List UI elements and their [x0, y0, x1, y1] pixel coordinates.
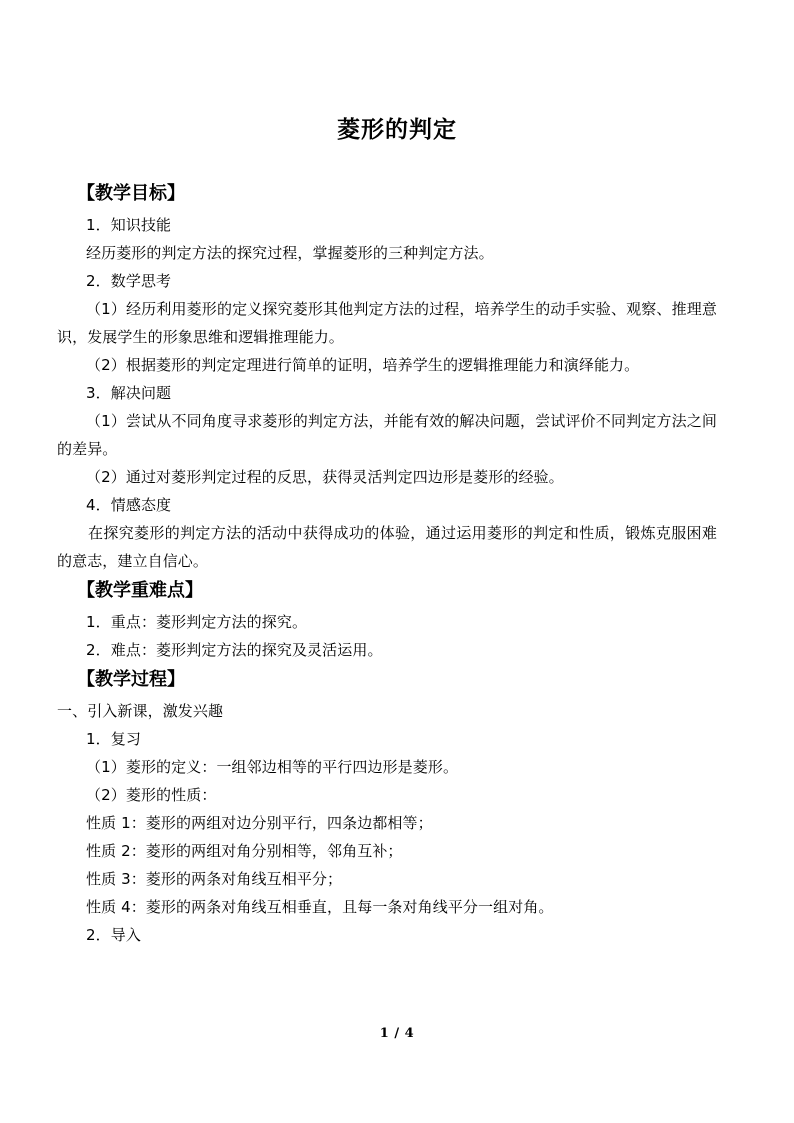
rhombus-properties-title: （2）菱形的性质： [86, 786, 217, 804]
key-point-item: 1．重点：菱形判定方法的探究。 [86, 613, 308, 631]
objective-item-1-body: 经历菱形的判定方法的探究过程，掌握菱形的三种判定方法。 [86, 244, 494, 262]
objective-item-3-title: 3．解决问题 [86, 384, 172, 402]
objective-item-1-title: 1．知识技能 [86, 216, 172, 234]
rhombus-property-4: 性质 4：菱形的两条对角线互相垂直，且每一条对角线平分一组对角。 [86, 898, 554, 916]
document-body [57, 178, 717, 949]
page-title: 菱形的判定 [337, 117, 457, 144]
rhombus-definition: （1）菱形的定义：一组邻边相等的平行四边形是菱形。 [86, 758, 459, 776]
objective-item-3-sub-1: （1）尝试从不同角度寻求菱形的判定方法，并能有效的解决问题，尝试评价不同判定方法之间的差异。 [57, 412, 717, 458]
objective-item-2-sub-2: （2）根据菱形的判定定理进行简单的证明，培养学生的逻辑推理能力和演绎能力。 [86, 356, 640, 374]
section-heading-teaching-objectives: 【教学目标】 [77, 183, 185, 204]
rhombus-property-3: 性质 3：菱形的两条对角线互相平分； [86, 870, 343, 888]
rhombus-property-1: 性质 1：菱形的两组对边分别平行，四条边都相等； [86, 814, 433, 832]
objective-item-4-title: 4．情感态度 [86, 496, 172, 514]
rhombus-property-2: 性质 2：菱形的两组对角分别相等，邻角互补； [86, 842, 403, 860]
process-introduction-title: 2．导入 [86, 926, 141, 944]
section-heading-teaching-process: 【教学过程】 [77, 669, 185, 690]
objective-item-4-body: 在探究菱形的判定方法的活动中获得成功的体验，通过运用菱形的判定和性质，锻炼克服困难的意志，建立自信心。 [57, 524, 717, 570]
objective-item-2-sub-1: （1）经历利用菱形的定义探究菱形其他判定方法的过程，培养学生的动手实验、观察、推理意识，发展学生的形象思维和逻辑推理能力。 [57, 300, 717, 346]
difficult-point-item: 2．难点：菱形判定方法的探究及灵活运用。 [86, 641, 383, 659]
process-step-1-heading: 一、引入新课，激发兴趣 [57, 702, 224, 720]
section-heading-key-difficult-points: 【教学重难点】 [77, 580, 203, 601]
page-number-footer: 1 / 4 [379, 1026, 415, 1041]
process-review-title: 1．复习 [86, 730, 141, 748]
objective-item-2-title: 2．数学思考 [86, 272, 172, 290]
objective-item-3-sub-2: （2）通过对菱形判定过程的反思，获得灵活判定四边形是菱形的经验。 [86, 468, 564, 486]
